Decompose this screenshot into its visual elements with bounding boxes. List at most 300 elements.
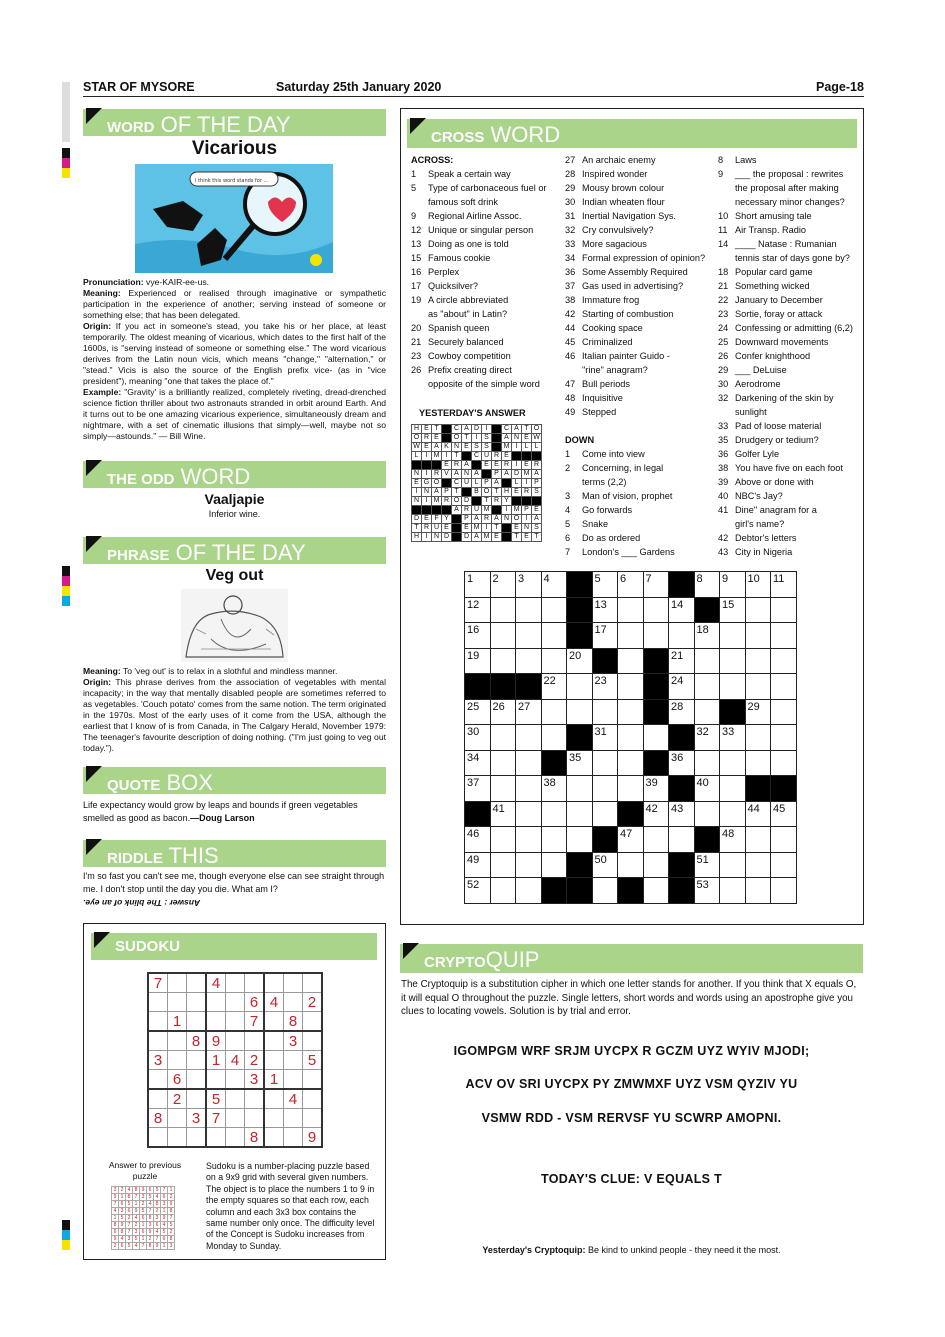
clue-text: Spanish queen <box>428 323 490 333</box>
clue-number: 30 <box>718 379 729 389</box>
cell-number: 8 <box>696 573 703 585</box>
crossword-black-cell <box>618 878 644 904</box>
clue-text: Cooking space <box>582 323 643 333</box>
sudoku-cell[interactable] <box>168 1031 187 1051</box>
sudoku-cell[interactable] <box>245 1089 265 1109</box>
sudoku-cell[interactable] <box>264 1051 284 1070</box>
crossword-cell[interactable] <box>567 776 593 802</box>
clue-item <box>565 475 715 489</box>
crossword-cell[interactable] <box>720 623 746 649</box>
crossword-cell[interactable] <box>694 648 720 674</box>
sudoku-cell[interactable] <box>264 1128 284 1148</box>
clue-text: Dine" anagram for a <box>735 505 817 515</box>
crossword-cell[interactable] <box>643 623 669 649</box>
yesterday-cell: P <box>532 479 542 488</box>
sudoku-cell[interactable] <box>284 973 303 993</box>
yesterday-cell: R <box>442 497 452 506</box>
yesterday-cell: A <box>472 470 482 479</box>
crossword-banner: CROSS WORD <box>407 119 857 148</box>
yesterday-cell: A <box>492 515 502 524</box>
crossword-cell[interactable] <box>771 750 797 776</box>
crossword-cell[interactable] <box>490 801 516 827</box>
yesterday-cell: E <box>492 533 502 542</box>
crossword-cell[interactable] <box>771 852 797 878</box>
crossword-cell[interactable] <box>490 597 516 623</box>
clue-text: Debtor's letters <box>735 533 797 543</box>
yesterday-cell: H <box>412 533 422 542</box>
crossword-cell[interactable] <box>694 725 720 751</box>
crossword-cell[interactable] <box>541 597 567 623</box>
crossword-cell[interactable] <box>516 572 542 598</box>
sudoku-cell: 2 <box>245 1051 265 1070</box>
crossword-black-cell <box>669 878 695 904</box>
crossword-cell[interactable] <box>592 801 618 827</box>
crossword-cell[interactable] <box>592 750 618 776</box>
yesterday-cell <box>442 479 452 488</box>
clue-number: 15 <box>411 253 422 263</box>
crossword-cell[interactable] <box>771 572 797 598</box>
sudoku-cell[interactable] <box>284 1051 303 1070</box>
sudoku-cell[interactable] <box>148 1012 168 1032</box>
sudoku-cell[interactable] <box>206 1070 226 1090</box>
crossword-cell[interactable] <box>592 572 618 598</box>
crossword-cell[interactable] <box>771 674 797 700</box>
crossword-cell[interactable] <box>643 597 669 623</box>
clue-text: Doing as one is told <box>428 239 509 249</box>
crossword-cell[interactable] <box>720 827 746 853</box>
sudoku-cell[interactable] <box>284 993 303 1012</box>
clue-text: Cowboy competition <box>428 351 511 361</box>
crossword-cell[interactable] <box>592 725 618 751</box>
crossword-cell[interactable] <box>771 725 797 751</box>
crossword-cell[interactable] <box>745 801 771 827</box>
clue-text: "rine" anagram? <box>582 365 648 375</box>
yesterday-cell: S <box>532 524 542 533</box>
crossword-cell[interactable] <box>618 750 644 776</box>
crossword-cell[interactable] <box>465 623 491 649</box>
crossword-cell[interactable] <box>720 572 746 598</box>
crossword-cell[interactable] <box>745 827 771 853</box>
sudoku-cell[interactable] <box>226 1089 245 1109</box>
cell-number: 29 <box>747 700 760 713</box>
cell-number: 40 <box>696 777 709 789</box>
sudoku-cell[interactable] <box>168 1109 187 1128</box>
yesterday-cell: R <box>422 434 432 443</box>
crossword-cell[interactable] <box>541 648 567 674</box>
crossword-black-cell <box>669 776 695 802</box>
sudoku-cell[interactable] <box>245 1031 265 1051</box>
crossword-cell[interactable] <box>618 648 644 674</box>
sudoku-cell[interactable] <box>168 1128 187 1148</box>
crossword-cell[interactable] <box>618 572 644 598</box>
crossword-cell[interactable] <box>745 674 771 700</box>
clue-text: Unique or singular person <box>428 225 534 235</box>
crossword-cell[interactable] <box>541 852 567 878</box>
crossword-cell[interactable] <box>669 597 695 623</box>
crossword-cell[interactable] <box>618 597 644 623</box>
yesterday-cell: E <box>432 434 442 443</box>
clue-number <box>718 251 735 265</box>
crossword-cell[interactable] <box>490 750 516 776</box>
crossword-cell[interactable] <box>465 852 491 878</box>
crossword-cell[interactable] <box>618 827 644 853</box>
crossword-cell[interactable] <box>465 648 491 674</box>
crossword-cell[interactable] <box>516 878 542 904</box>
sudoku-cell[interactable] <box>264 1012 284 1032</box>
crossword-cell[interactable] <box>720 725 746 751</box>
crossword-cell[interactable] <box>771 878 797 904</box>
sudoku-answer-cell: 6 <box>119 1201 126 1208</box>
cell-number: 31 <box>594 726 607 738</box>
crossword-cell[interactable] <box>490 852 516 878</box>
crossword-cell[interactable] <box>567 699 593 725</box>
sudoku-answer-cell: 8 <box>147 1243 154 1250</box>
crossword-cell[interactable] <box>490 878 516 904</box>
crossword-cell[interactable] <box>643 572 669 598</box>
crossword-cell[interactable] <box>516 648 542 674</box>
crossword-cell[interactable] <box>745 699 771 725</box>
crossword-cell[interactable] <box>541 827 567 853</box>
sudoku-answer-cell: 2 <box>154 1208 161 1215</box>
sudoku-cell: 5 <box>303 1051 323 1070</box>
crossword-cell[interactable] <box>618 674 644 700</box>
sudoku-grid[interactable] <box>147 972 323 1148</box>
crossword-cell[interactable] <box>592 623 618 649</box>
sudoku-cell[interactable] <box>226 1031 245 1051</box>
yesterday-cell: N <box>452 443 462 452</box>
sudoku-answer-cell: 9 <box>168 1201 175 1208</box>
crossword-cell[interactable] <box>516 801 542 827</box>
crossword-cell[interactable] <box>490 572 516 598</box>
sudoku-answer-cell: 6 <box>140 1229 147 1236</box>
yesterday-cell: R <box>432 470 442 479</box>
crossword-cell[interactable] <box>465 827 491 853</box>
clue-number: 48 <box>565 393 576 403</box>
sudoku-answer-cell: 4 <box>133 1243 140 1250</box>
crossword-cell[interactable] <box>669 801 695 827</box>
sudoku-answer-cell: 4 <box>154 1194 161 1201</box>
riddle-banner: RIDDLE THIS <box>83 840 386 867</box>
yesterday-cell: T <box>492 488 502 497</box>
crossword-cell[interactable] <box>465 699 491 725</box>
sudoku-cell[interactable] <box>303 1089 323 1109</box>
sudoku-cell[interactable] <box>148 1070 168 1090</box>
crossword-cell[interactable] <box>669 623 695 649</box>
yesterday-cell: L <box>512 479 522 488</box>
crossword-cell[interactable] <box>643 801 669 827</box>
crossword-cell[interactable] <box>541 699 567 725</box>
clue-number: 9 <box>718 169 724 179</box>
crossword-cell[interactable] <box>516 725 542 751</box>
crossword-cell[interactable] <box>541 674 567 700</box>
crossword-cell[interactable] <box>465 725 491 751</box>
crossword-cell[interactable] <box>745 852 771 878</box>
cell-number: 27 <box>518 700 531 713</box>
clue-item <box>718 321 858 335</box>
sudoku-cell[interactable] <box>206 1012 226 1032</box>
sudoku-cell[interactable] <box>206 1128 226 1148</box>
crossword-cell[interactable] <box>465 776 491 802</box>
yesterday-cell: I <box>482 524 492 533</box>
crossword-cell[interactable] <box>516 750 542 776</box>
crossword-grid[interactable] <box>464 571 797 904</box>
sudoku-cell[interactable] <box>148 1089 168 1109</box>
clue-item <box>718 251 858 265</box>
clue-text: Come into view <box>582 449 645 459</box>
sudoku-cell[interactable] <box>187 1089 207 1109</box>
sudoku-cell[interactable] <box>284 1128 303 1148</box>
clue-item <box>411 363 561 377</box>
yesterday-cell: I <box>422 497 432 506</box>
crossword-cell[interactable] <box>720 878 746 904</box>
clue-item <box>565 531 715 545</box>
crossword-cell[interactable] <box>618 725 644 751</box>
crossword-cell[interactable] <box>694 674 720 700</box>
crossword-cell[interactable] <box>592 878 618 904</box>
yesterday-cell <box>492 434 502 443</box>
crossword-cell[interactable] <box>567 827 593 853</box>
clue-text: ___ the proposal : rewrites <box>735 169 844 179</box>
crossword-cell[interactable] <box>669 674 695 700</box>
crossword-cell[interactable] <box>592 699 618 725</box>
crossword-black-cell <box>567 725 593 751</box>
yesterday-cell: L <box>472 479 482 488</box>
yesterday-cell <box>442 434 452 443</box>
crossword-cell[interactable] <box>720 648 746 674</box>
cell-number: 46 <box>467 828 480 840</box>
yesterday-cell: R <box>532 461 542 470</box>
crossword-cell[interactable] <box>541 572 567 598</box>
crossword-cell[interactable] <box>567 801 593 827</box>
clue-text: Inspired wonder <box>582 169 648 179</box>
sudoku-cell[interactable] <box>187 1012 207 1032</box>
crossword-cell[interactable] <box>592 597 618 623</box>
crossword-cell[interactable] <box>490 623 516 649</box>
crossword-cell[interactable] <box>694 750 720 776</box>
crossword-cell[interactable] <box>541 801 567 827</box>
sudoku-cell[interactable] <box>264 1089 284 1109</box>
crossword-cell[interactable] <box>618 776 644 802</box>
sudoku-answer-cell: 1 <box>161 1208 168 1215</box>
sudoku-cell[interactable] <box>148 1031 168 1051</box>
sudoku-cell[interactable] <box>187 1070 207 1090</box>
sudoku-cell[interactable] <box>264 1031 284 1051</box>
sudoku-cell[interactable] <box>187 1128 207 1148</box>
sudoku-cell[interactable] <box>303 973 323 993</box>
crossword-cell[interactable] <box>567 674 593 700</box>
crossword-cell[interactable] <box>516 623 542 649</box>
crossword-cell[interactable] <box>694 878 720 904</box>
sudoku-answer-cell: 1 <box>112 1215 119 1222</box>
crossword-cell[interactable] <box>720 801 746 827</box>
crossword-cell[interactable] <box>669 648 695 674</box>
crossword-cell[interactable] <box>745 572 771 598</box>
crossword-cell[interactable] <box>490 776 516 802</box>
sudoku-cell[interactable] <box>303 1031 323 1051</box>
cell-number: 44 <box>747 802 760 815</box>
yesterday-cell <box>512 452 522 461</box>
crossword-cell[interactable] <box>490 827 516 853</box>
crossword-cell[interactable] <box>465 597 491 623</box>
crossword-cell[interactable] <box>592 674 618 700</box>
crossword-cell[interactable] <box>618 623 644 649</box>
sudoku-cell[interactable] <box>148 993 168 1012</box>
crossword-cell[interactable] <box>643 852 669 878</box>
crossword-cell[interactable] <box>771 648 797 674</box>
sudoku-cell[interactable] <box>245 973 265 993</box>
crossword-cell[interactable] <box>745 597 771 623</box>
crossword-cell[interactable] <box>490 699 516 725</box>
sudoku-answer-cell: 1 <box>168 1187 175 1194</box>
clue-text: You have five on each foot <box>735 463 843 473</box>
sudoku-cell[interactable] <box>187 1051 207 1070</box>
crossword-cell[interactable] <box>516 699 542 725</box>
sudoku-cell[interactable] <box>168 973 187 993</box>
crossword-cell[interactable] <box>541 776 567 802</box>
sudoku-answer-cell: 2 <box>112 1243 119 1250</box>
clue-text: Short amusing tale <box>735 211 812 221</box>
crossword-cell[interactable] <box>567 750 593 776</box>
crossword-cell[interactable] <box>541 725 567 751</box>
riddle-text: I'm so fast you can't see me, though everyone else can see straight through me. I don't stop until the day you die. What am I? <box>83 871 385 894</box>
crossword-cell[interactable] <box>516 597 542 623</box>
crossword-cell[interactable] <box>771 827 797 853</box>
sudoku-cell[interactable] <box>168 1051 187 1070</box>
crossword-cell[interactable] <box>694 572 720 598</box>
sudoku-cell[interactable] <box>226 1070 245 1090</box>
sudoku-answer-cell: 9 <box>112 1194 119 1201</box>
crossword-cell[interactable] <box>541 623 567 649</box>
sudoku-cell[interactable] <box>264 973 284 993</box>
crossword-cell[interactable] <box>516 852 542 878</box>
crossword-cell[interactable] <box>694 776 720 802</box>
sudoku-cell[interactable] <box>303 1109 323 1128</box>
cell-number: 9 <box>722 573 729 585</box>
crossword-cell[interactable] <box>465 878 491 904</box>
sudoku-cell[interactable] <box>226 973 245 993</box>
crossword-cell[interactable] <box>771 801 797 827</box>
crossword-cell[interactable] <box>465 572 491 598</box>
crossword-cell[interactable] <box>771 699 797 725</box>
sudoku-cell: 8 <box>245 1128 265 1148</box>
sudoku-cell[interactable] <box>284 1109 303 1128</box>
sudoku-answer-cell: 2 <box>168 1194 175 1201</box>
clue-text: Famous cookie <box>428 253 491 263</box>
crossword-cell[interactable] <box>745 750 771 776</box>
sudoku-cell[interactable] <box>226 1109 245 1128</box>
crossword-cell[interactable] <box>669 750 695 776</box>
yesterday-cell: V <box>442 470 452 479</box>
crossword-cell[interactable] <box>720 597 746 623</box>
sudoku-cell[interactable] <box>226 1128 245 1148</box>
crossword-black-cell <box>465 674 491 700</box>
crossword-cell[interactable] <box>694 699 720 725</box>
crossword-black-cell <box>669 725 695 751</box>
clue-number: 21 <box>411 337 422 347</box>
crossword-cell[interactable] <box>516 827 542 853</box>
crossword-cell[interactable] <box>618 852 644 878</box>
crossword-cell[interactable] <box>720 852 746 878</box>
yesterday-cell: G <box>422 479 432 488</box>
sudoku-cell[interactable] <box>303 1070 323 1090</box>
phrase-body: Meaning: To 'veg out' is to relax in a slothful and mindless manner. Origin: This phrase derives from the association of vegetables with mental incapacity; in the way that mentally disabled people are sometimes referred to as vegetables. 'Couch potato' comes from the same notion. The term originated in the 1970s. Most of the early uses of it come from the USA, although the earliest that I know of is from Canada, in The Calgary Herald, November 1979: The teenager's favourite description of doing nothing. ("I'm just going to veg out today."). <box>83 666 386 753</box>
crossword-black-cell <box>516 674 542 700</box>
sudoku-cell[interactable] <box>187 973 207 993</box>
sudoku-cell[interactable] <box>284 1070 303 1090</box>
sudoku-cell[interactable] <box>303 1012 323 1032</box>
sudoku-cell[interactable] <box>187 993 207 1012</box>
cell-number: 26 <box>492 700 505 713</box>
sudoku-cell[interactable] <box>245 1109 265 1128</box>
clue-text: London's ___ Gardens <box>582 547 675 557</box>
crossword-cell[interactable] <box>694 801 720 827</box>
margin-strip <box>62 82 70 142</box>
crossword-cell[interactable] <box>745 878 771 904</box>
clue-text: Speak a certain way <box>428 169 511 179</box>
clue-text: Some Assembly Required <box>582 267 688 277</box>
crossword-cell[interactable] <box>720 750 746 776</box>
yesterday-cell <box>492 443 502 452</box>
crossword-cell[interactable] <box>618 699 644 725</box>
crossword-cell[interactable] <box>643 878 669 904</box>
crossword-cell[interactable] <box>643 827 669 853</box>
crossword-cell[interactable] <box>490 648 516 674</box>
sudoku-cell[interactable] <box>168 993 187 1012</box>
crossword-cell[interactable] <box>745 725 771 751</box>
crossword-cell[interactable] <box>694 852 720 878</box>
sudoku-cell[interactable] <box>148 1128 168 1148</box>
sudoku-answer-cell: 9 <box>161 1215 168 1222</box>
crossword-cell[interactable] <box>694 623 720 649</box>
yesterday-cell: N <box>422 488 432 497</box>
crossword-cell[interactable] <box>771 623 797 649</box>
crossword-cell[interactable] <box>643 725 669 751</box>
crossword-cell[interactable] <box>720 674 746 700</box>
crossword-cell[interactable] <box>745 648 771 674</box>
sudoku-cell[interactable] <box>226 1012 245 1032</box>
cell-number: 20 <box>569 649 582 662</box>
clue-number: 37 <box>565 281 576 291</box>
crossword-cell[interactable] <box>592 852 618 878</box>
crossword-cell[interactable] <box>516 776 542 802</box>
crossword-cell[interactable] <box>592 776 618 802</box>
sudoku-cell: 3 <box>148 1051 168 1070</box>
crossword-cell[interactable] <box>567 648 593 674</box>
yesterday-cell: A <box>532 515 542 524</box>
crossword-cell[interactable] <box>771 597 797 623</box>
clue-item <box>565 195 715 209</box>
clue-item <box>411 195 561 209</box>
yesterday-cell <box>502 479 512 488</box>
crossword-cell[interactable] <box>745 623 771 649</box>
crossword-cell[interactable] <box>643 776 669 802</box>
sudoku-cell[interactable] <box>206 993 226 1012</box>
crossword-cell[interactable] <box>720 776 746 802</box>
sudoku-cell[interactable] <box>226 993 245 1012</box>
crossword-cell[interactable] <box>669 699 695 725</box>
yesterday-cell <box>432 506 442 515</box>
sudoku-cell[interactable] <box>264 1109 284 1128</box>
crossword-cell[interactable] <box>490 725 516 751</box>
yesterday-cell: N <box>462 470 472 479</box>
clue-text: Concerning, in legal <box>582 463 664 473</box>
sudoku-answer-cell: 2 <box>126 1215 133 1222</box>
cell-number: 52 <box>467 879 480 891</box>
yesterday-cell: N <box>502 515 512 524</box>
crossword-cell[interactable] <box>669 827 695 853</box>
crossword-cell[interactable] <box>465 750 491 776</box>
sudoku-cell: 3 <box>245 1070 265 1090</box>
